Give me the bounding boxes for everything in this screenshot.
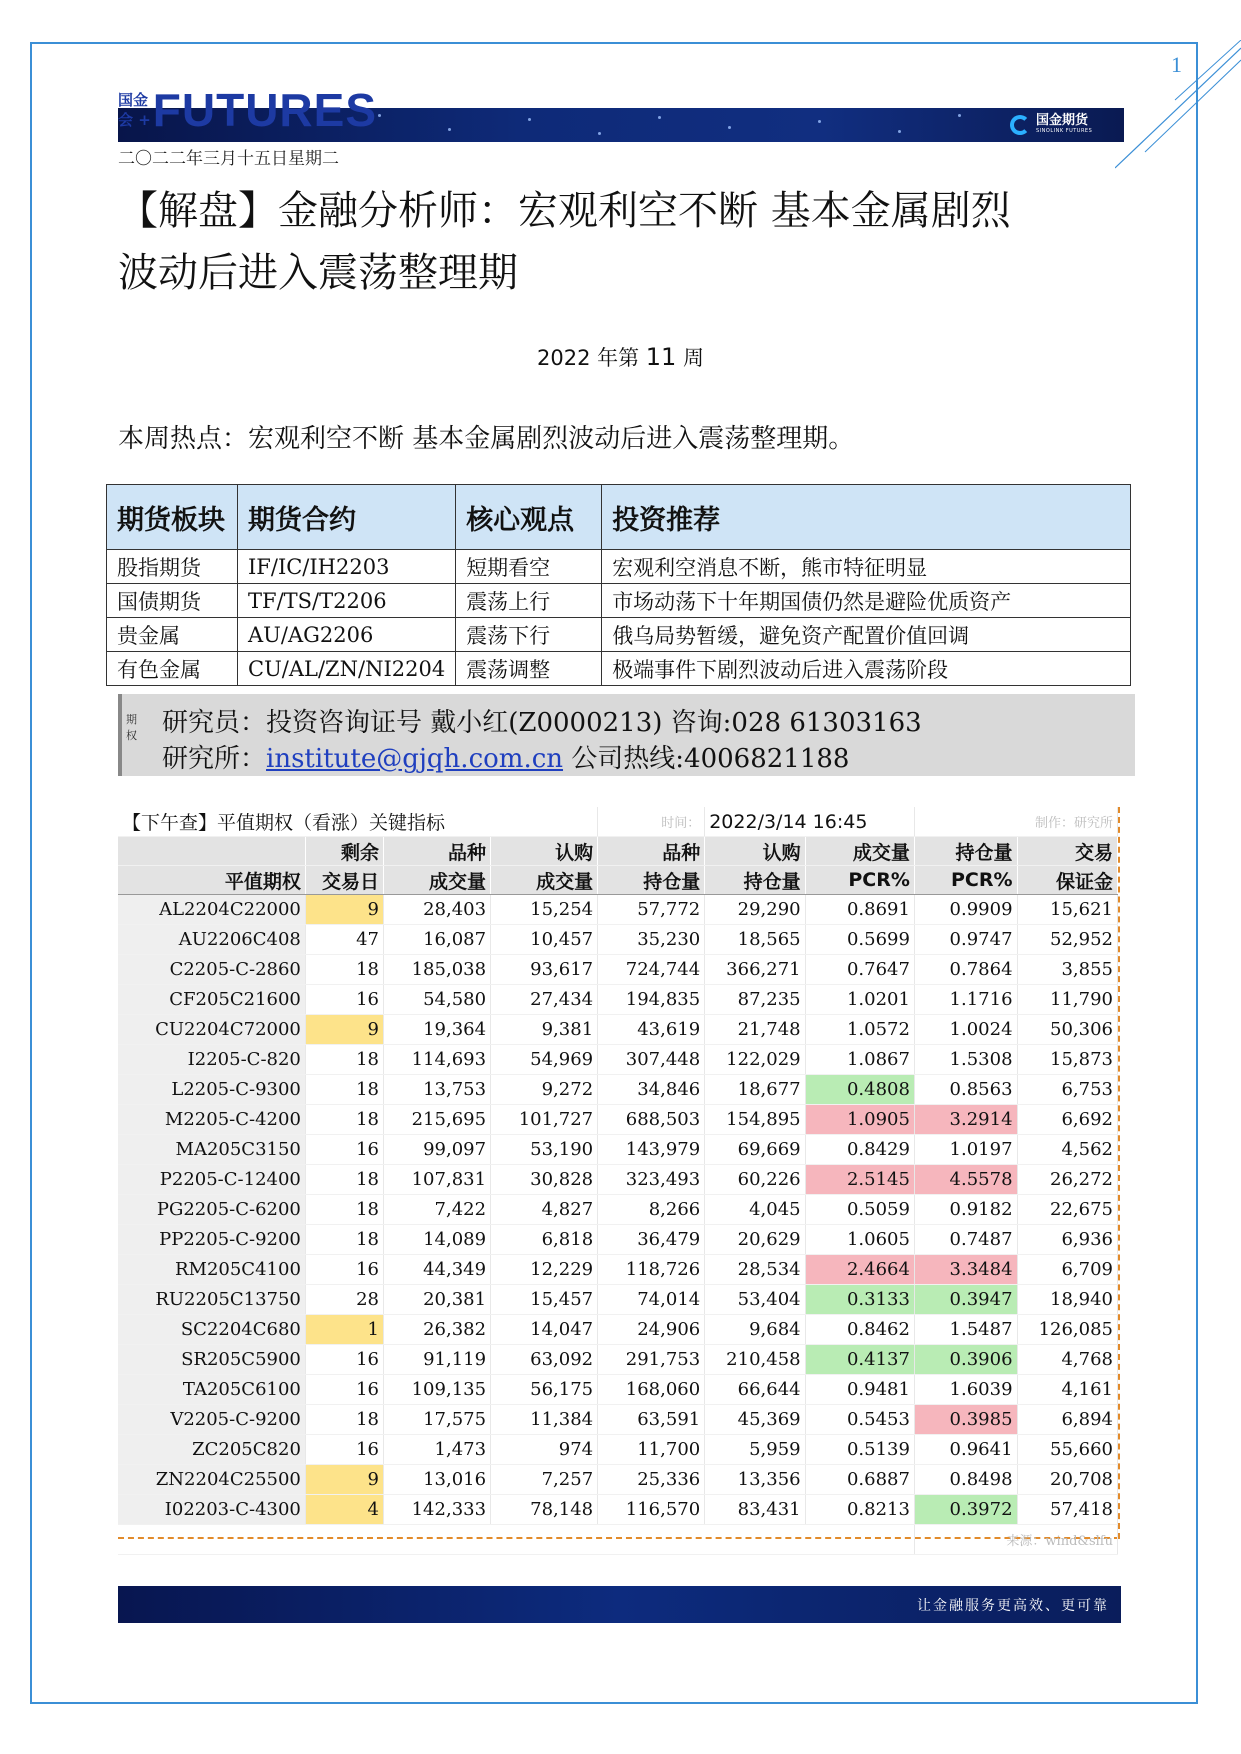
option-value: 1.0905 (805, 1105, 914, 1135)
overview-cell: 国债期货 (107, 584, 238, 618)
option-value: 126,085 (1017, 1315, 1117, 1345)
option-value: 18 (305, 1405, 383, 1435)
overview-header: 核心观点 (456, 485, 602, 550)
overview-row (107, 584, 1131, 618)
option-value: 6,936 (1017, 1225, 1117, 1255)
sinolink-logo-cn: 国金期货 (1036, 113, 1089, 128)
options-row (118, 1345, 1118, 1375)
option-value: 143,979 (598, 1135, 705, 1165)
option-value: 15,621 (1017, 895, 1117, 925)
option-contract: AU2206C408 (118, 925, 305, 955)
option-value: 1.0867 (805, 1045, 914, 1075)
options-header-cell: 交易 (1017, 837, 1117, 866)
option-value: 0.7864 (914, 955, 1017, 985)
option-value: 0.8213 (805, 1495, 914, 1525)
option-value: 0.3133 (805, 1285, 914, 1315)
option-contract: C2205-C-2860 (118, 955, 305, 985)
overview-header: 投资推荐 (602, 485, 1131, 550)
option-value: 0.8498 (914, 1465, 1017, 1495)
overview-row (107, 550, 1131, 584)
options-header-cell: 成交量 (805, 837, 914, 866)
overview-header: 期货合约 (238, 485, 456, 550)
option-value: 56,175 (491, 1375, 598, 1405)
option-value: 11,790 (1017, 985, 1117, 1015)
option-value: 16 (305, 1255, 383, 1285)
options-row (118, 1015, 1118, 1045)
option-value: 24,906 (598, 1315, 705, 1345)
option-contract: L2205-C-9300 (118, 1075, 305, 1105)
option-value: 0.8462 (805, 1315, 914, 1345)
overview-cell: AU/AG2206 (238, 618, 456, 652)
option-value: 0.9481 (805, 1375, 914, 1405)
options-header-row-1 (118, 837, 1118, 866)
overview-cell: IF/IC/IH2203 (238, 550, 456, 584)
option-value: 1,473 (383, 1435, 490, 1465)
option-value: 116,570 (598, 1495, 705, 1525)
option-value: 0.5139 (805, 1435, 914, 1465)
option-value: 7,422 (383, 1195, 490, 1225)
option-value: 16 (305, 1435, 383, 1465)
options-row (118, 1045, 1118, 1075)
option-value: 18 (305, 1045, 383, 1075)
options-header-cell: 持仓量 (914, 837, 1017, 866)
option-contract: SC2204C680 (118, 1315, 305, 1345)
option-value: 18 (305, 1075, 383, 1105)
option-value: 9,381 (491, 1015, 598, 1045)
options-row (118, 1375, 1118, 1405)
overview-cell: 股指期货 (107, 550, 238, 584)
overview-cell: 市场动荡下十年期国债仍然是避险优质资产 (602, 584, 1131, 618)
option-value: 0.9641 (914, 1435, 1017, 1465)
option-value: 55,660 (1017, 1435, 1117, 1465)
option-value: 9 (305, 895, 383, 925)
option-value: 0.3947 (914, 1285, 1017, 1315)
option-value: 4,768 (1017, 1345, 1117, 1375)
option-value: 50,306 (1017, 1015, 1117, 1045)
option-value: 2.4664 (805, 1255, 914, 1285)
option-value: 1 (305, 1315, 383, 1345)
option-contract: TA205C6100 (118, 1375, 305, 1405)
option-value: 2.5145 (805, 1165, 914, 1195)
weekly-hotspot: 本周热点：宏观利空不断 基本金属剧烈波动后进入震荡整理期。 (118, 424, 855, 454)
overview-cell: TF/TS/T2206 (238, 584, 456, 618)
option-value: 0.9182 (914, 1195, 1017, 1225)
options-row (118, 1465, 1118, 1495)
option-value: 16 (305, 1375, 383, 1405)
title-line-2: 波动后进入震荡整理期 (118, 250, 518, 296)
contact-institute-label: 研究所： (162, 744, 267, 774)
option-value: 17,575 (383, 1405, 490, 1435)
option-value: 25,336 (598, 1465, 705, 1495)
overview-header: 期货板块 (107, 485, 238, 550)
report-date: 二〇二二年三月十五日星期二 (118, 149, 339, 169)
option-value: 9,272 (491, 1075, 598, 1105)
option-value: 168,060 (598, 1375, 705, 1405)
week-number: 11 (645, 343, 677, 371)
option-value: 323,493 (598, 1165, 705, 1195)
option-value: 307,448 (598, 1045, 705, 1075)
option-value: 0.8691 (805, 895, 914, 925)
option-value: 15,457 (491, 1285, 598, 1315)
options-header-row-2 (118, 866, 1118, 895)
option-value: 6,692 (1017, 1105, 1117, 1135)
option-value: 6,894 (1017, 1405, 1117, 1435)
option-value: 57,418 (1017, 1495, 1117, 1525)
option-value: 28 (305, 1285, 383, 1315)
footer-slogan: 让金融服务更高效、更可靠 (917, 1598, 1109, 1614)
logo-cn-top: 国金 (118, 91, 149, 109)
option-value: 60,226 (705, 1165, 805, 1195)
option-value: 45,369 (705, 1405, 805, 1435)
overview-table (106, 484, 1131, 686)
option-value: 3,855 (1017, 955, 1117, 985)
contact-box (118, 694, 1135, 776)
option-value: 13,753 (383, 1075, 490, 1105)
options-time: 2022/3/14 16:45 (705, 807, 915, 837)
option-value: 34,846 (598, 1075, 705, 1105)
option-value: 1.0572 (805, 1015, 914, 1045)
overview-cell: 宏观利空消息不断，熊市特征明显 (602, 550, 1131, 584)
option-value: 53,404 (705, 1285, 805, 1315)
overview-cell: 俄乌局势暂缓，避免资产配置价值回调 (602, 618, 1131, 652)
option-contract: MA205C3150 (118, 1135, 305, 1165)
options-row (118, 895, 1118, 925)
options-header-cell: 保证金 (1017, 866, 1117, 895)
options-row (118, 955, 1118, 985)
option-value: 0.3906 (914, 1345, 1017, 1375)
option-value: 9 (305, 1465, 383, 1495)
option-value: 20,708 (1017, 1465, 1117, 1495)
option-value: 185,038 (383, 955, 490, 985)
option-contract: V2205-C-9200 (118, 1405, 305, 1435)
options-caption-row (118, 807, 1118, 837)
options-row (118, 1315, 1118, 1345)
option-value: 26,382 (383, 1315, 490, 1345)
option-contract: ZN2204C25500 (118, 1465, 305, 1495)
option-value: 8,266 (598, 1195, 705, 1225)
options-caption: 【下午查】平值期权（看涨）关键指标 (118, 807, 598, 837)
option-value: 4,562 (1017, 1135, 1117, 1165)
option-value: 43,619 (598, 1015, 705, 1045)
option-value: 28,534 (705, 1255, 805, 1285)
option-value: 28,403 (383, 895, 490, 925)
options-header-cell: 品种 (598, 837, 705, 866)
source-row (118, 1525, 1118, 1555)
sinolink-logo (1010, 114, 1092, 135)
options-row (118, 925, 1118, 955)
options-header-cell: 品种 (383, 837, 490, 866)
option-value: 18 (305, 1165, 383, 1195)
option-value: 15,873 (1017, 1045, 1117, 1075)
options-row (118, 1495, 1118, 1525)
option-value: 0.8563 (914, 1075, 1017, 1105)
futures-logo (118, 86, 377, 146)
time-label: 时间： (598, 807, 705, 837)
overview-cell: CU/AL/ZN/NI2204 (238, 652, 456, 686)
sinolink-logo-en: SINOLINK FUTURES (1036, 128, 1093, 134)
option-value: 36,479 (598, 1225, 705, 1255)
options-header-cell: 交易日 (305, 866, 383, 895)
option-value: 10,457 (491, 925, 598, 955)
option-value: 114,693 (383, 1045, 490, 1075)
contact-institute (162, 738, 849, 775)
option-contract: AL2204C22000 (118, 895, 305, 925)
option-value: 4,827 (491, 1195, 598, 1225)
option-value: 1.0197 (914, 1135, 1017, 1165)
option-value: 0.8429 (805, 1135, 914, 1165)
option-value: 54,580 (383, 985, 490, 1015)
option-value: 0.9747 (914, 925, 1017, 955)
options-header-cell: 成交量 (383, 866, 490, 895)
option-value: 9 (305, 1015, 383, 1045)
option-value: 16 (305, 1135, 383, 1165)
option-value: 0.9909 (914, 895, 1017, 925)
option-value: 54,969 (491, 1045, 598, 1075)
option-value: 19,364 (383, 1015, 490, 1045)
options-header-cell: PCR% (914, 866, 1017, 895)
options-header-cell: 持仓量 (598, 866, 705, 895)
options-header-cell: 成交量 (491, 866, 598, 895)
option-value: 47 (305, 925, 383, 955)
option-value: 0.7647 (805, 955, 914, 985)
hotline: 公司热线:4006821188 (563, 744, 850, 774)
option-value: 974 (491, 1435, 598, 1465)
option-contract: I02203-C-4300 (118, 1495, 305, 1525)
option-contract: P2205-C-12400 (118, 1165, 305, 1195)
options-row (118, 1405, 1118, 1435)
option-value: 20,629 (705, 1225, 805, 1255)
overview-cell: 震荡调整 (456, 652, 602, 686)
option-value: 99,097 (383, 1135, 490, 1165)
option-value: 6,818 (491, 1225, 598, 1255)
option-value: 210,458 (705, 1345, 805, 1375)
overview-header-row (107, 485, 1131, 550)
week-suffix: 周 (676, 346, 705, 370)
options-header-cell: 平值期权 (118, 866, 305, 895)
option-value: 154,895 (705, 1105, 805, 1135)
options-row (118, 1195, 1118, 1225)
options-row (118, 1105, 1118, 1135)
option-value: 83,431 (705, 1495, 805, 1525)
option-value: 4 (305, 1495, 383, 1525)
option-value: 0.3972 (914, 1495, 1017, 1525)
option-value: 16 (305, 1345, 383, 1375)
option-contract: RM205C4100 (118, 1255, 305, 1285)
option-value: 3.3484 (914, 1255, 1017, 1285)
option-value: 66,644 (705, 1375, 805, 1405)
option-value: 215,695 (383, 1105, 490, 1135)
option-value: 1.6039 (914, 1375, 1017, 1405)
overview-cell: 短期看空 (456, 550, 602, 584)
option-value: 29,290 (705, 895, 805, 925)
option-value: 688,503 (598, 1105, 705, 1135)
option-value: 91,119 (383, 1345, 490, 1375)
option-value: 0.5699 (805, 925, 914, 955)
options-header-cell (118, 837, 305, 866)
option-value: 6,753 (1017, 1075, 1117, 1105)
option-value: 69,669 (705, 1135, 805, 1165)
option-value: 1.5487 (914, 1315, 1017, 1345)
option-value: 18,940 (1017, 1285, 1117, 1315)
option-value: 118,726 (598, 1255, 705, 1285)
option-value: 0.5453 (805, 1405, 914, 1435)
option-value: 18 (305, 1105, 383, 1135)
option-value: 78,148 (491, 1495, 598, 1525)
option-value: 6,709 (1017, 1255, 1117, 1285)
option-value: 7,257 (491, 1465, 598, 1495)
option-value: 53,190 (491, 1135, 598, 1165)
option-contract: CU2204C72000 (118, 1015, 305, 1045)
options-row (118, 1135, 1118, 1165)
title-line-1: 【解盘】金融分析师：宏观利空不断 基本金属剧烈 (118, 188, 1011, 234)
option-value: 18 (305, 955, 383, 985)
option-value: 14,047 (491, 1315, 598, 1345)
overview-cell: 贵金属 (107, 618, 238, 652)
option-value: 93,617 (491, 955, 598, 985)
option-value: 18,677 (705, 1075, 805, 1105)
option-value: 11,384 (491, 1405, 598, 1435)
option-contract: M2205-C-4200 (118, 1105, 305, 1135)
option-value: 4,161 (1017, 1375, 1117, 1405)
week-label (0, 342, 1241, 372)
overview-row (107, 618, 1131, 652)
option-value: 63,092 (491, 1345, 598, 1375)
contact-side-label: 期权 (126, 713, 137, 742)
options-row (118, 1255, 1118, 1285)
option-value: 35,230 (598, 925, 705, 955)
option-value: 57,772 (598, 895, 705, 925)
overview-cell: 极端事件下剧烈波动后进入震荡阶段 (602, 652, 1131, 686)
logo-en: FUTURES (152, 84, 378, 136)
option-contract: SR205C5900 (118, 1345, 305, 1375)
option-value: 9,684 (705, 1315, 805, 1345)
options-row (118, 985, 1118, 1015)
option-value: 44,349 (383, 1255, 490, 1285)
option-contract: ZC205C820 (118, 1435, 305, 1465)
options-header-cell: PCR% (805, 866, 914, 895)
option-value: 12,229 (491, 1255, 598, 1285)
option-value: 26,272 (1017, 1165, 1117, 1195)
options-table-container (118, 807, 1120, 1549)
option-value: 1.5308 (914, 1045, 1017, 1075)
option-value: 366,271 (705, 955, 805, 985)
option-value: 107,831 (383, 1165, 490, 1195)
option-contract: RU2205C13750 (118, 1285, 305, 1315)
option-value: 4.5578 (914, 1165, 1017, 1195)
option-value: 22,675 (1017, 1195, 1117, 1225)
option-value: 0.3985 (914, 1405, 1017, 1435)
option-value: 1.0201 (805, 985, 914, 1015)
options-row (118, 1285, 1118, 1315)
option-value: 63,591 (598, 1405, 705, 1435)
overview-cell: 震荡上行 (456, 584, 602, 618)
option-value: 13,016 (383, 1465, 490, 1495)
options-row (118, 1225, 1118, 1255)
options-row (118, 1075, 1118, 1105)
option-value: 16 (305, 985, 383, 1015)
options-header-cell: 认购 (705, 837, 805, 866)
option-value: 142,333 (383, 1495, 490, 1525)
option-value: 1.1716 (914, 985, 1017, 1015)
sinolink-logo-icon (1010, 115, 1030, 135)
email-link[interactable]: institute@gjqh.com.cn (266, 744, 564, 774)
option-value: 1.0605 (805, 1225, 914, 1255)
option-value: 101,727 (491, 1105, 598, 1135)
option-value: 724,744 (598, 955, 705, 985)
option-contract: CF205C21600 (118, 985, 305, 1015)
option-value: 11,700 (598, 1435, 705, 1465)
option-value: 5,959 (705, 1435, 805, 1465)
options-header-cell: 持仓量 (705, 866, 805, 895)
contact-researcher: 研究员：投资咨询证号 戴小红(Z0000213) 咨询:028 61303163 (162, 708, 922, 738)
option-value: 109,135 (383, 1375, 490, 1405)
options-row (118, 1435, 1118, 1465)
option-value: 16,087 (383, 925, 490, 955)
blank-cell (118, 1525, 914, 1555)
made-by: 制作：研究所 (914, 807, 1117, 837)
options-header-cell: 认购 (491, 837, 598, 866)
option-value: 4,045 (705, 1195, 805, 1225)
option-contract: PP2205-C-9200 (118, 1225, 305, 1255)
overview-cell: 有色金属 (107, 652, 238, 686)
page-number: 1 (1171, 52, 1182, 77)
option-value: 18,565 (705, 925, 805, 955)
option-value: 52,952 (1017, 925, 1117, 955)
option-value: 14,089 (383, 1225, 490, 1255)
option-value: 18 (305, 1225, 383, 1255)
option-value: 0.4137 (805, 1345, 914, 1375)
option-value: 20,381 (383, 1285, 490, 1315)
option-value: 0.7487 (914, 1225, 1017, 1255)
option-value: 3.2914 (914, 1105, 1017, 1135)
option-value: 291,753 (598, 1345, 705, 1375)
option-value: 27,434 (491, 985, 598, 1015)
option-value: 0.6887 (805, 1465, 914, 1495)
corner-decoration (1115, 40, 1241, 170)
logo-cn-bottom: 会 + (118, 111, 151, 129)
options-table (118, 807, 1118, 1555)
option-value: 1.0024 (914, 1015, 1017, 1045)
week-prefix: 2022 年第 (536, 346, 646, 370)
option-value: 15,254 (491, 895, 598, 925)
option-contract: I2205-C-820 (118, 1045, 305, 1075)
option-value: 18 (305, 1195, 383, 1225)
report-title (118, 180, 1098, 304)
options-header-cell: 剩余 (305, 837, 383, 866)
overview-row (107, 652, 1131, 686)
option-contract: PG2205-C-6200 (118, 1195, 305, 1225)
overview-cell: 震荡下行 (456, 618, 602, 652)
footer-banner (118, 1586, 1121, 1623)
option-value: 13,356 (705, 1465, 805, 1495)
option-value: 74,014 (598, 1285, 705, 1315)
option-value: 21,748 (705, 1015, 805, 1045)
option-value: 0.4808 (805, 1075, 914, 1105)
option-value: 87,235 (705, 985, 805, 1015)
options-row (118, 1165, 1118, 1195)
option-value: 194,835 (598, 985, 705, 1015)
data-source: 来源：wind&slfu (914, 1525, 1117, 1555)
option-value: 0.5059 (805, 1195, 914, 1225)
option-value: 30,828 (491, 1165, 598, 1195)
option-value: 122,029 (705, 1045, 805, 1075)
